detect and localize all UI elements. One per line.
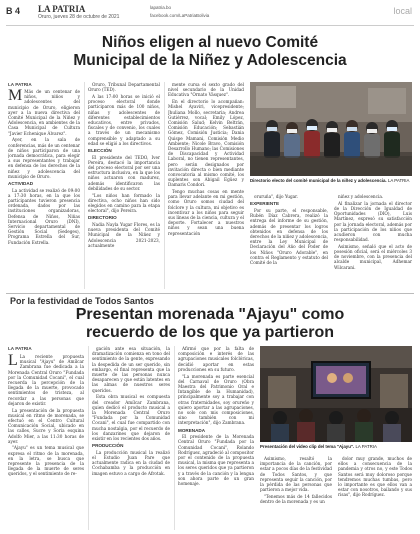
page-number: B 4 <box>6 6 21 16</box>
website-link[interactable]: lapatria.bo <box>150 5 172 10</box>
article2-paragraph: La presentación de la propuesta musical en ritmo de morenada, se efectuó en el Centro Cultural Comunicación Social, ubicado en las calles, Sucre y Soria esquina Adolfo Mier, a las 11:30 horas de ayer. <box>8 407 84 444</box>
article2-caption-text: Presentación del video clip del tema "Ajayu". <box>260 444 355 449</box>
article2-kicker: Por la festividad de Todos Santos <box>10 296 154 306</box>
group-photo-children <box>250 82 412 176</box>
article2-column-3 <box>178 346 254 530</box>
presentation-photo <box>260 346 412 442</box>
article2-column-4 <box>260 456 332 530</box>
article1-dropcap: M <box>8 89 23 104</box>
article1-photo <box>250 82 412 176</box>
column-divider <box>174 346 175 530</box>
article1-paragraph: mente cursa el sexto grado del nivel secundario de la Unidad Educativa "Ornato Vásquez". <box>168 82 244 98</box>
article1-subhead-actividad: ACTIVIDAD <box>8 180 34 186</box>
header-divider <box>6 25 414 26</box>
article1-paragraph: Asimismo, señaló que el acto de posesión oficial, será el miércoles 3 de noviembre, con la presencia del alcalde municipal, Adhemar Wilcarani. <box>334 243 412 270</box>
article2-byline: LA PATRIA <box>8 346 32 351</box>
article1-column-1 <box>8 89 80 289</box>
article2-column-1 <box>8 354 84 530</box>
section-label: local <box>393 6 412 16</box>
facebook-link[interactable]: facebook.com/LaPatriaBolivia <box>150 13 210 18</box>
article2-paragraph: gación ante esa situación, la dramatización comienza en tono del sentimiento de la gente, expresando la despedida de un ser querido, sin embargo, el final representa que la muerte de las personas nunca desaparecen y que están latentes en las almas de nuestros seres queridos. <box>92 346 170 393</box>
article1-paragraph: La actividad se realizó de 09:00 a 17:30 horas, en la que los participantes tuvieron presencia ordenada, dados por las instituciones organizadoras, Defensa de Niños, Niñas Internacional Oruro (DNI), Servicio departamental de Gestión Social (Sedeges), Programa Estrella del Sur, Fundación Estrella. <box>8 187 80 245</box>
article1-subhead-experiencia: EXPERIENTE <box>250 201 280 207</box>
column-divider <box>164 82 165 289</box>
article1-paragraph: oruruña", dijo Yugar. <box>254 194 299 199</box>
article2-paragraph: "Ajayu" es un tema musical que expresa el ritmo de la morenada, en la letra, se busca que represente la presencia de la llegada de la muerte de seres queridos, y el sentimiento de re- <box>8 445 84 477</box>
article1-column-4 <box>250 194 328 290</box>
article2-paragraph: La producción musical la realizó el Estudio Juan Pare que actualmente radica en la ciudad de Cochabamba y la producción en imagen estuvo a cargo de Afrotak. <box>92 449 170 476</box>
article1-caption-credit: LA PATRIA <box>387 178 410 183</box>
article1-paragraph: En el directorio lo acompañan: Mishel Ayaviri, vicepresidente; Jhuliana Mollo, secretaria; Andrea Gutiérrez, vocal; Emily López, Comisión Salud; Kelvin Beltrán, Comisión Educación; Sebastián Gómez, Comisión Justicia; Dania Quispe Mamani, Comisión Medio Ambiente; Nicole Bravo, Comisión Desarrollo Humano; las Comisiones de Discapacidad y Actividad Laboral, no tienen representantes, pero serán designados por invitación directa o bien mediante convocatoria al mismo comité, los suplentes son Abigail Egüez y Damaris Condori. <box>168 99 244 188</box>
article1-paragraph: Ayer, en la sala de conferencias, más de un centenar de niños participaron de una jornada democrática, para elegir a sus representantes y trabajar en defensa de los derechos de la niñez y adolescencia del municipio de Oruro. <box>8 137 80 179</box>
issue-date: Oruro, jueves 28 de octubre de 2021 <box>38 14 120 20</box>
article2-photo <box>260 346 412 442</box>
article2-paragraph: Afirmó que por la falta de composición e interés de las agrupaciones musicales folclóricas, decidió aportar en estas producciones en su futuro. <box>178 346 254 372</box>
article2-headline-line1: Presentan morenada "Ajayu" como <box>75 306 345 323</box>
article2-photo-caption <box>260 444 412 449</box>
article2-paragraph: "Tenemos más de 14 fallecidos dentro de la morenada y es un <box>260 493 332 505</box>
article1-headline <box>10 34 410 70</box>
article2-paragraph: dolor muy grande, muchos de ellos a consecuencia de la pandemia y otros no, y este Todos Santos será muy doloroso porque tendremos muchas tumbas, pero lo importante es que ellos van a estar con nosotros, bailando y sus risas", dijo Rodríguez. <box>338 456 412 498</box>
article2-caption-credit: LA PATRIA <box>355 444 377 449</box>
article2-paragraph: Asimismo, resaltó la importancia de la canción, por estar a pocos días de la festividad de Todos Santos, y que representa seguir la canción, por la pérdida de las personas que partieron a mejor vida. <box>260 456 332 493</box>
article1-photo-caption <box>250 178 412 183</box>
page-header <box>0 0 420 34</box>
article1-headline-line1: Niños eligen al nuevo Comité <box>101 34 319 51</box>
article1-column-3 <box>168 82 244 289</box>
article1-paragraph: Nadia Nayla Yugar Flores, es la nueva presidenta del Comité Municipal de la Niñez y Adolescencia 2021-2023, actualmente <box>88 222 160 248</box>
article1-paragraph: A las 17:00 horas se inició el proceso electoral donde participaron más de 100 niños, niñas y adolescentes de diferentes establecimientos educativos, entre privados, fiscales y de convenio, los cuales a través de un mecanismo comprensible y adaptado a su edad se eligió a los directivos. <box>88 93 160 146</box>
article1-paragraph: Tengo muchas cosas en mente para llevar adelante en mi gestión, como Oruro somos ciudad del folclore y la cultura, mi objetivo es incentivar a los niños para seguir sus líneas de la ciencia, cultura y el deporte. Fortalecer a nuestros niños y sean una buena representación <box>168 189 244 236</box>
article-divider <box>6 293 414 294</box>
article2-headline <box>10 306 410 342</box>
article2-paragraph: La reciente propuesta musical "Ajayu" de Amílcar Zambrana fue dedicada a la Morenada Central Oruro "Fundada por la Comunidad Cocani", el cual recuerda la percepción de la llegada de la muerte, provocado sentimientos de tristeza, al recordar a las personas que dejaron de existir. <box>8 354 84 406</box>
article1-headline-line2: Municipal de la Niñez y Adolescencia <box>73 52 347 69</box>
column-divider <box>84 82 85 289</box>
newspaper-brand: LA PATRIA <box>38 4 86 14</box>
article2-subhead-morenada: MORENADA <box>178 427 206 433</box>
article2-column-5 <box>338 456 412 530</box>
article1-subhead-directorio: DIRECTORIO <box>88 215 117 221</box>
article1-column-2 <box>88 82 160 289</box>
article1-paragraph: "Los niños han formado la directiva, ocho niños han sido elegidos en camino para la etapa electoral", dijo Pereira. <box>88 192 160 214</box>
article1-column-5 <box>334 194 412 304</box>
column-divider <box>88 346 89 530</box>
article1-paragraph: Más de un centenar de niños, niños y adolescentes del municipio de Oruro, eligieron ayer a la nueva directiva del Comité Municipal de la Niñez y Adolescencia, en ambientes de la Casa Municipal de Cultura "Javier Echenique Álvarez". <box>8 89 80 136</box>
article2-paragraph: El presidente de la Morenada Central Oruro "Fundada por la Comunidad Cocani", Rolando Rodríguez, agradeció al compositor por el contenido de la propuesta musical, la misma que representa a los seres queridos que ya partieron y a través de la canción y la lengua son ahora parte de un gran homenaje. <box>178 434 254 487</box>
article1-paragraph: Por su parte, el responsable, Rubén Díaz Cabrera, realizó la entrega del informe de su gestión, además de presentar los logros obtenidos en defensa de los derechos de la niñez y adolescencia, entre la Ley Municipal de Declaración del Año del Poder de los Niños "Oruro Adorable", en contra el Reglamento y estatuto del Comité de la <box>250 207 328 265</box>
article1-byline: LA PATRIA <box>8 82 32 87</box>
article1-paragraph: niñez y adolescencia. <box>338 194 384 199</box>
article2-headline-line2: recuerdo de los que ya partieron <box>85 324 335 341</box>
article1-paragraph: Al finalizar la jornada el director de la Dirección de Igualdad de Oportunidades (DIO), Luis Martínez, expresó su satisfacción por la jornada electoral, además por la participación de los niños que acudieron con mucha responsabilidad. <box>334 200 412 243</box>
article2-subhead-produccion: PRODUCCIÓN <box>92 443 124 449</box>
article1-subhead-eleccion: ELECCIÓN <box>88 147 112 153</box>
article2-paragraph: Esta obra musical es compuesta del creador Amílcar Zambrana, quien dedicó el producto musical a la Morenada Central Oruro "Fundada por la Comunidad Cocani", el cual fue compartido con mucha nostalgia, por el recuerdo de los danzarines que dejaron de existir en los recientes dos años. <box>92 394 170 441</box>
article2-dropcap: L <box>8 354 18 369</box>
article2-paragraph: "La morenada es parte esencial del Carnaval de Oruro (Obra Maestra del Patrimonio Oral e Intangible de la Humanidad), principalmente soy a trabajar con otras fraternidades, soy orureño y quiero aportar a las agrupaciones, no solo con mis composiciones, sino también con mi interpretación", dijo Zambrana. <box>178 373 254 426</box>
article2-column-2 <box>92 346 170 530</box>
article1-paragraph: El presidente del TEDO, Iver Pereira, destacó la importancia del proceso electoral por ser una estructura inclusiva, en la que los niños actuaron con madurez, además identificaron las debilidades de su sector. <box>88 154 160 191</box>
article1-paragraph: Oruro, Tribunal Departamental Oruro (TED). <box>88 82 160 93</box>
article1-caption-text: Directorio electo del comité municipal de la niñez y adolescencia. <box>250 178 387 183</box>
